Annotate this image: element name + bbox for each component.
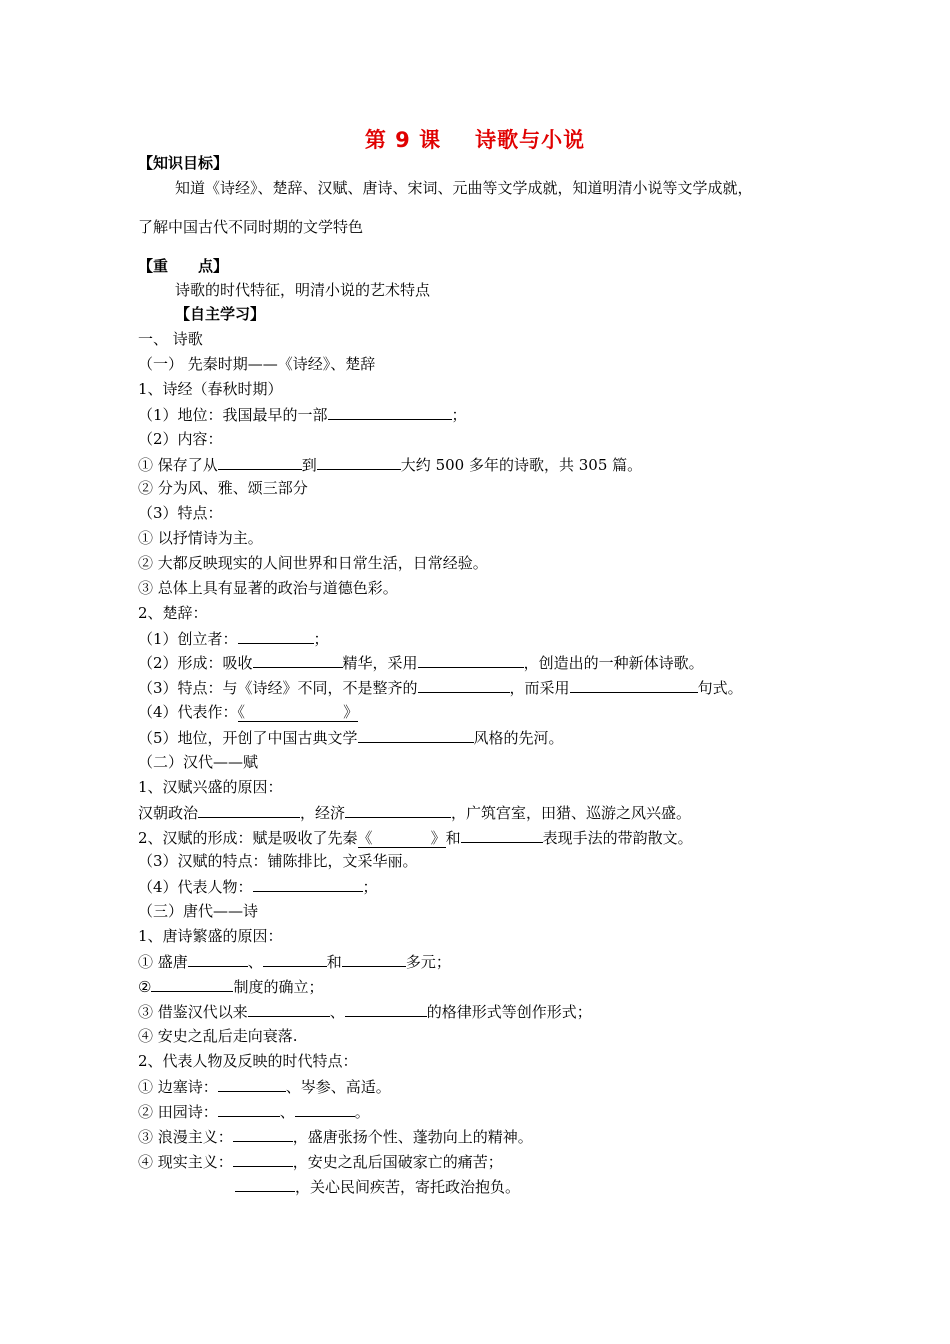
- blank-field[interactable]: [345, 802, 451, 818]
- blank-field[interactable]: [198, 802, 300, 818]
- blank-field[interactable]: [188, 951, 248, 967]
- tang-pastoral-line: ② 田园诗： 、 。: [138, 1103, 370, 1121]
- chuci-work-line: （4）代表作：《 》: [138, 703, 359, 721]
- shijing-content-heading: （2）内容：: [138, 430, 223, 448]
- section-poetry: 一、 诗歌: [138, 330, 203, 348]
- tang-romantic-line: ③ 浪漫主义： ，盛唐张扬个性、蓬勃向上的精神。: [138, 1128, 533, 1146]
- fu-person-line: （4）代表人物： ；: [138, 878, 378, 896]
- lesson-title: [0, 124, 950, 154]
- blank-field[interactable]: [461, 827, 543, 843]
- chuci-status-line: （5）地位，开创了中国古典文学 风格的先河。: [138, 729, 564, 747]
- blank-field[interactable]: [358, 727, 474, 743]
- self-study-heading: 【自主学习】: [175, 305, 266, 323]
- blank-field[interactable]: [233, 1151, 293, 1167]
- chuci-feature-line: （3）特点：与《诗经》不同，不是整齐的 ，而采用 句式。: [138, 679, 743, 697]
- shijing-feature-heading: （3）特点：: [138, 504, 223, 522]
- fu-reason-line: 汉朝政治 ，经济 ，广筑宫室，田猎、巡游之风兴盛。: [138, 804, 692, 822]
- lesson-number: 第 9 课: [364, 128, 442, 152]
- objective-heading: 【知识目标】: [138, 154, 229, 172]
- fu-feature-line: （3）汉赋的特点：铺陈排比，文采华丽。: [138, 852, 418, 870]
- blank-field[interactable]: [342, 951, 406, 967]
- section-pre-qin: （一） 先秦时期——《诗经》、楚辞: [138, 355, 376, 373]
- blank-field[interactable]: [295, 1101, 355, 1117]
- blank-field[interactable]: [418, 652, 524, 668]
- tang-reason-2: ② 制度的确立；: [138, 978, 324, 996]
- blank-field[interactable]: 《 》: [357, 829, 446, 847]
- blank-field[interactable]: [345, 1001, 427, 1017]
- fu-formation-line: 2、汉赋的形成：赋是吸收了先秦《 》和 表现手法的带韵散文。: [138, 829, 693, 847]
- blank-field[interactable]: [253, 876, 363, 892]
- tang-reason-3: ③ 借鉴汉代以来 、 的格律形式等创作形式；: [138, 1003, 592, 1021]
- blank-field[interactable]: [418, 677, 510, 693]
- tang-realist-line1: ④ 现实主义： ，安史之乱后国破家亡的痛苦；: [138, 1153, 503, 1171]
- shijing-content-line1: ① 保存了从 到 大约 500 多年的诗歌，共 305 篇。: [138, 456, 643, 474]
- blank-field[interactable]: [151, 976, 233, 992]
- blank-field[interactable]: [570, 677, 698, 693]
- blank-field[interactable]: [238, 628, 314, 644]
- objective-text-line2: 了解中国古代不同时期的文学特色: [138, 218, 364, 236]
- blank-field[interactable]: [235, 1176, 295, 1192]
- section-tang: （三）唐代——诗: [138, 902, 259, 920]
- blank-field[interactable]: [233, 1126, 293, 1142]
- blank-field[interactable]: [218, 454, 302, 470]
- chuci-formation-line: （2）形成：吸收 精华，采用 ，创造出的一种新体诗歌。: [138, 654, 704, 672]
- section-han: （二）汉代——赋: [138, 753, 259, 771]
- fu-reason-heading: 1、汉赋兴盛的原因：: [138, 778, 283, 796]
- tang-reason-4: ④ 安史之乱后走向衰落.: [138, 1027, 298, 1045]
- shijing-status-line: （1）地位：我国最早的一部 ；: [138, 406, 467, 424]
- blank-field[interactable]: [328, 404, 452, 420]
- blank-field[interactable]: [253, 652, 343, 668]
- blank-field[interactable]: [218, 1101, 280, 1117]
- blank-field[interactable]: [317, 454, 401, 470]
- shijing-heading: 1、诗经（春秋时期）: [138, 380, 283, 398]
- blank-field[interactable]: [218, 1076, 286, 1092]
- tang-realist-line2: ，关心民间疾苦，寄托政治抱负。: [235, 1176, 520, 1196]
- shijing-feature-1: ① 以抒情诗为主。: [138, 529, 263, 547]
- key-heading: 【重 点】: [138, 257, 229, 275]
- tang-person-heading: 2、代表人物及反映的时代特点：: [138, 1052, 358, 1070]
- objective-text-line1: 知道《诗经》、楚辞、汉赋、唐诗、宋词、元曲等文学成就，知道明清小说等文学成就，: [175, 179, 753, 197]
- shijing-feature-3: ③ 总体上具有显著的政治与道德色彩。: [138, 579, 398, 597]
- tang-reason-1: ① 盛唐 、 和 多元；: [138, 953, 451, 971]
- tang-frontier-line: ① 边塞诗： 、岑参、高适。: [138, 1078, 391, 1096]
- lesson-name: 诗歌与小说: [475, 128, 586, 152]
- key-text: 诗歌的时代特征，明清小说的艺术特点: [175, 281, 431, 299]
- tang-reason-heading: 1、唐诗繁盛的原因：: [138, 927, 283, 945]
- chuci-heading: 2、楚辞：: [138, 604, 208, 622]
- blank-field[interactable]: [248, 1001, 330, 1017]
- blank-field[interactable]: [263, 951, 327, 967]
- shijing-feature-2: ② 大都反映现实的人间世界和日常生活，日常经验。: [138, 554, 488, 572]
- shijing-content-line2: ② 分为风、雅、颂三部分: [138, 479, 308, 497]
- blank-field[interactable]: 《 》: [237, 703, 359, 721]
- chuci-founder-line: （1）创立者： ；: [138, 630, 329, 648]
